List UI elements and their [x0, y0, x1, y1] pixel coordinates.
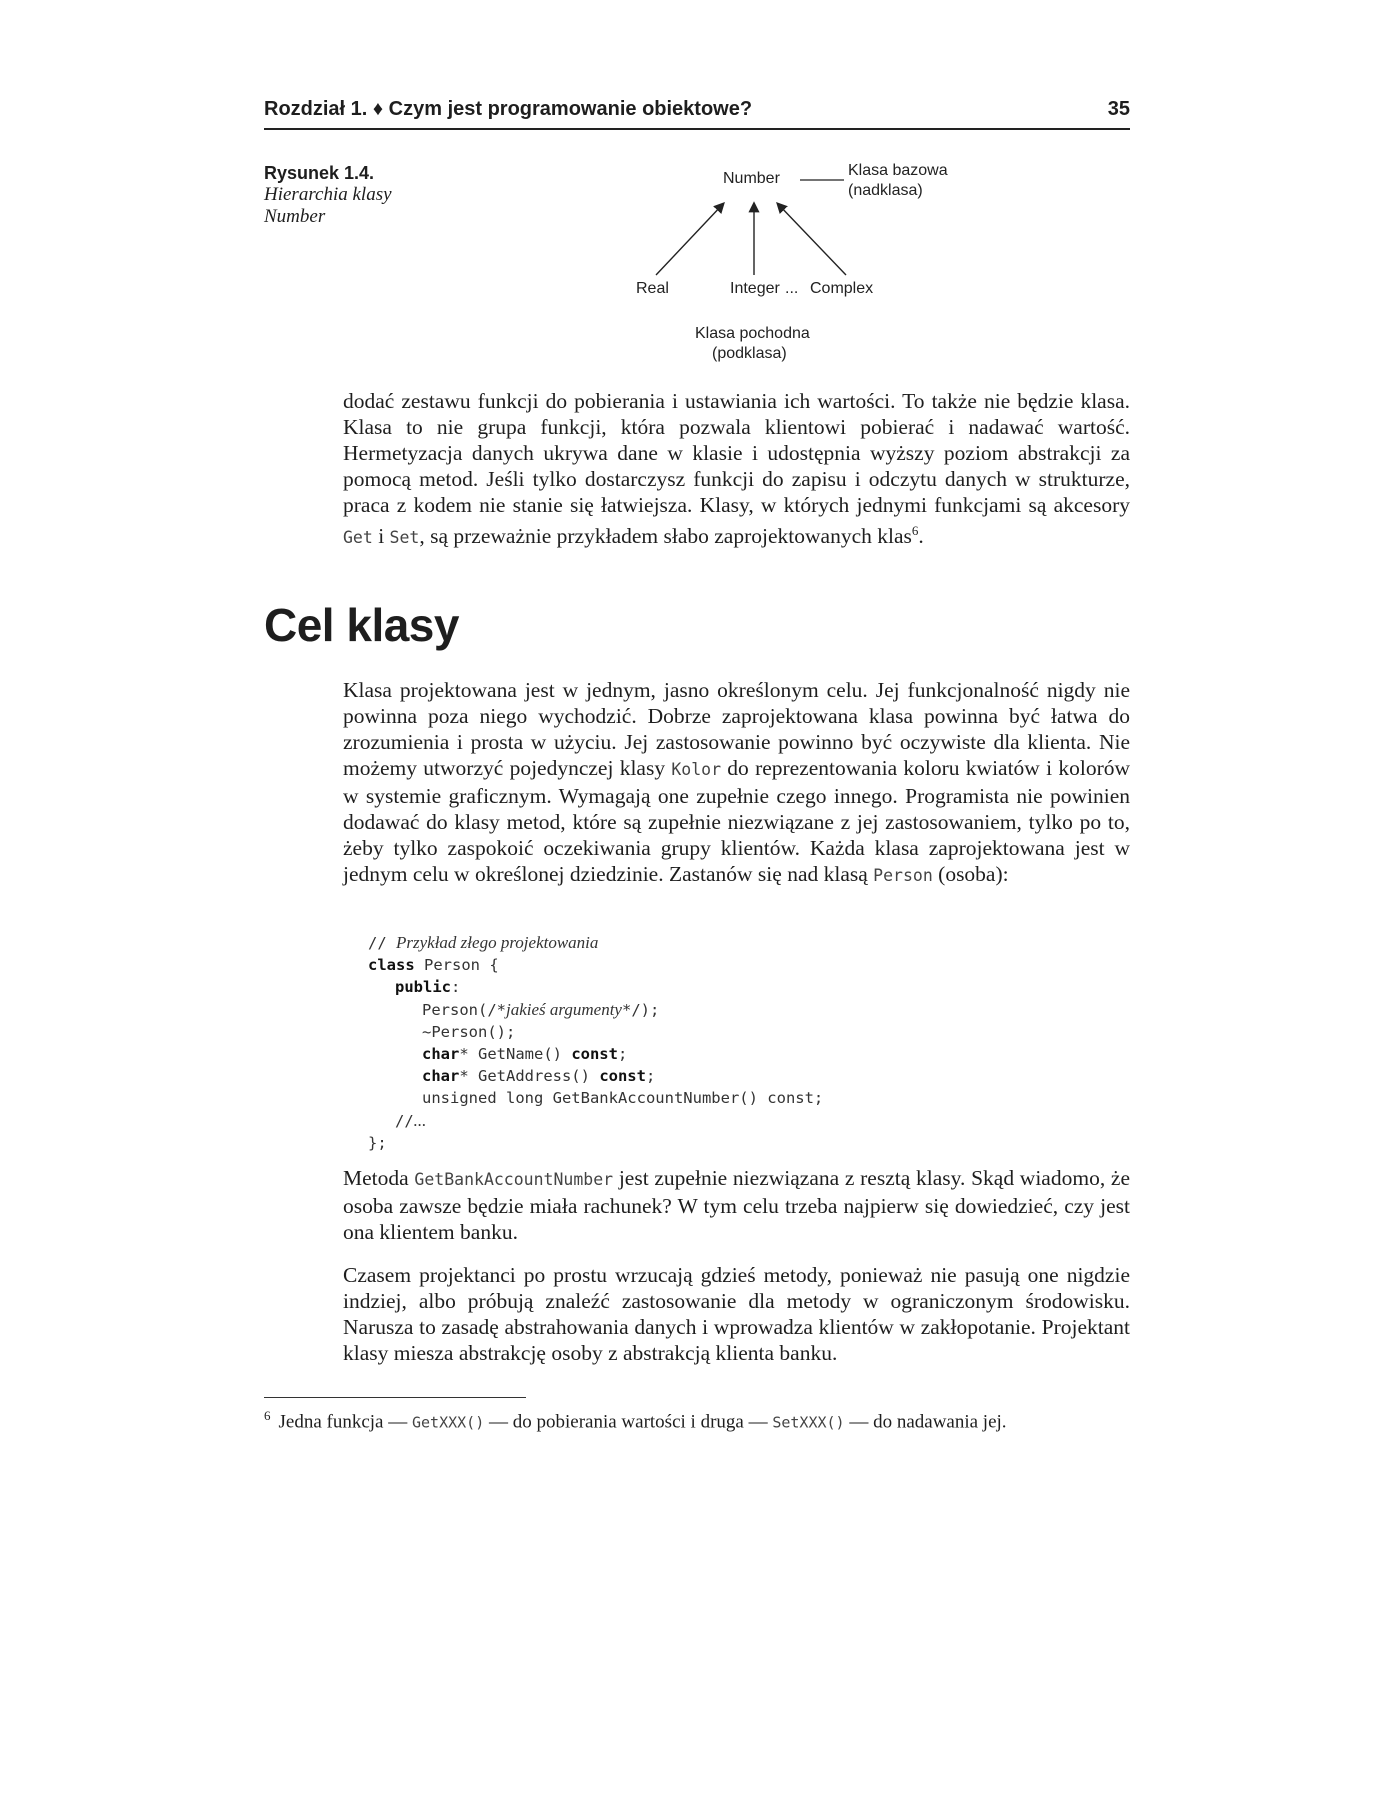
code-keyword: char: [422, 1044, 460, 1063]
footnote-text: — do pobierania wartości i druga —: [484, 1411, 773, 1433]
node-integer: Integer: [730, 280, 780, 297]
chapter-title: Rozdział 1. ♦ Czym jest programowanie obiektowe?: [264, 98, 753, 120]
para2-text: Klasa projektowana jest w jednym, jasno określonym celu. Jej funkcjonalność nigdy nie powinna poza niego wychodzić. Dobrze zaprojektowana klasa powinna być łatwa do zrozumienia i prosta w użyciu. Jej zastosowanie powinno być oczywiste dla klienta. Nie możemy utworzyć pojedynczej klasy: [343, 678, 1130, 780]
code-line-ellipsis: [368, 1110, 823, 1132]
code-line-constructor: [368, 999, 823, 1021]
base-class-label-line1: Klasa bazowa: [848, 162, 948, 179]
paragraph-class-purpose: [343, 677, 1130, 889]
code-text: Person(/*: [422, 1000, 506, 1019]
node-real: Real: [636, 280, 669, 297]
para1-text: i: [372, 524, 390, 549]
node-number: Number: [723, 170, 780, 187]
arrow-real-to-number: [656, 204, 723, 275]
footnote-reference: 6: [911, 523, 919, 538]
inline-code-set: Set: [389, 528, 420, 548]
inline-code-getbankaccountnumber: GetBankAccountNumber: [414, 1170, 614, 1189]
code-keyword: const: [599, 1067, 646, 1086]
footnote-marker: 6: [264, 1408, 271, 1423]
code-keyword: char: [422, 1067, 460, 1086]
footnote-separator: [264, 1397, 526, 1398]
arrow-complex-to-number: [778, 204, 846, 275]
code-text: ~Person();: [422, 1022, 516, 1041]
code-line-getaddress: [368, 1065, 823, 1087]
code-line-destructor: [368, 1021, 823, 1043]
figure-label: Rysunek 1.4.: [264, 163, 375, 183]
para1-text: .: [918, 524, 924, 549]
para2-text: (osoba):: [932, 862, 1009, 886]
paragraph-accessors: [343, 388, 1130, 551]
paragraph-designers: Czasem projektanci po prostu wrzucają gdzieś metody, ponieważ nie pasują one nigdzie indziej, albo próbują znaleźć zastosowanie dla metody w ograniczonym środowisku. Narusza to zasadę abstrahowania danych i wprowadza klientów w zakłopotanie. Projektant klasy miesza abstrakcję osoby z abstrakcją klienta banku.: [343, 1263, 1130, 1365]
code-text: ;: [645, 1067, 656, 1086]
figure-caption: [264, 162, 464, 228]
code-text: * GetAddress(): [459, 1067, 600, 1086]
para1-text: dodać zestawu funkcji do pobierania i ustawiania ich wartości. To także nie będzie klasa. Klasa to nie grupa funkcji, która pozwala klientowi pobierać i nadawać wartość. Hermetyzacja danych ukrywa dane w klasie i udostępnia wyższy poziom abstrakcji za pomocą metod. Jeśli tylko dostarczysz funkcji do zapisu i odczytu danych w strukturze, praca z kodem nie stanie się łatwiejsza. Klasy, w których jednymi funkcjami są akcesory: [343, 389, 1130, 517]
code-comment-text: ...: [413, 1110, 427, 1130]
para3-text: jest zupełnie niezwiązana z resztą klasy. Skąd wiadomo, że osoba zawsze będzie miała rachunek? W tym celu trzeba najpierw się dowiedzieć, czy jest ona klientem banku.: [343, 1166, 1130, 1244]
class-hierarchy-diagram: [620, 160, 980, 370]
figure-description-line2: Number: [264, 206, 326, 227]
code-text: */);: [621, 1000, 660, 1019]
derived-class-label-line2: (podklasa): [712, 345, 787, 362]
code-text: };: [368, 1133, 387, 1152]
section-title: Cel klasy: [264, 599, 459, 651]
code-text: ;: [617, 1044, 628, 1063]
code-line-public: [368, 976, 823, 998]
para3-text: Metoda: [343, 1166, 415, 1190]
inline-code-get: Get: [343, 528, 373, 548]
footnote-code-set: SetXXX(): [772, 1413, 845, 1432]
code-line-close: [368, 1132, 823, 1154]
code-text: unsigned long GetBankAccountNumber() const;: [422, 1089, 824, 1108]
inline-code-kolor: Kolor: [671, 760, 722, 779]
footnote-text: Jedna funkcja —: [278, 1411, 412, 1433]
code-keyword: public: [395, 978, 451, 997]
node-ellipsis: ...: [785, 280, 799, 297]
page-number: 35: [1107, 98, 1130, 120]
code-text: :: [451, 978, 461, 997]
footnote: [264, 1404, 1007, 1434]
code-comment-text: Przykład złego projektowania: [396, 933, 599, 952]
node-complex: Complex: [810, 280, 874, 297]
figure-description-line1: Hierarchia klasy: [264, 184, 392, 205]
code-comment-marker: //: [395, 1111, 414, 1130]
code-listing: [368, 932, 823, 1154]
para1-text: , są przeważnie przykładem słabo zaprojektowanych klas: [419, 524, 912, 549]
base-class-label-line2: (nadklasa): [848, 182, 923, 199]
running-header: [264, 98, 1130, 130]
code-line-class: [368, 954, 823, 976]
code-line-getname: [368, 1043, 823, 1065]
paragraph-getbankaccountnumber: [343, 1165, 1130, 1245]
footnote-text: — do nadawania jej.: [844, 1411, 1007, 1433]
code-keyword: class: [368, 956, 415, 975]
code-keyword: const: [571, 1044, 618, 1063]
code-line-getbankaccountnumber: [368, 1087, 823, 1109]
code-text: Person {: [414, 956, 499, 975]
para2-text: do reprezentowania koloru kwiatów i kolorów w systemie graficznym. Wymagają one zupełnie czego innego. Programista nie powinien dodawać do klasy metod, które są zupełnie niezwiązane z jej zastosowaniem, tylko po to, żeby tylko zaspokoić oczekiwania grupy klientów. Każda klasa zaprojektowana jest w jednym celu w określonej dziedzinie. Zastanów się nad klasą: [343, 756, 1131, 886]
code-comment-marker: //: [368, 934, 396, 952]
code-comment-text: jakieś argumenty: [506, 999, 622, 1019]
code-text: * GetName(): [459, 1044, 572, 1063]
derived-class-label-line1: Klasa pochodna: [695, 325, 810, 342]
footnote-code-get: GetXXX(): [411, 1413, 485, 1432]
code-line-comment: [368, 932, 823, 954]
inline-code-person: Person: [873, 866, 933, 885]
